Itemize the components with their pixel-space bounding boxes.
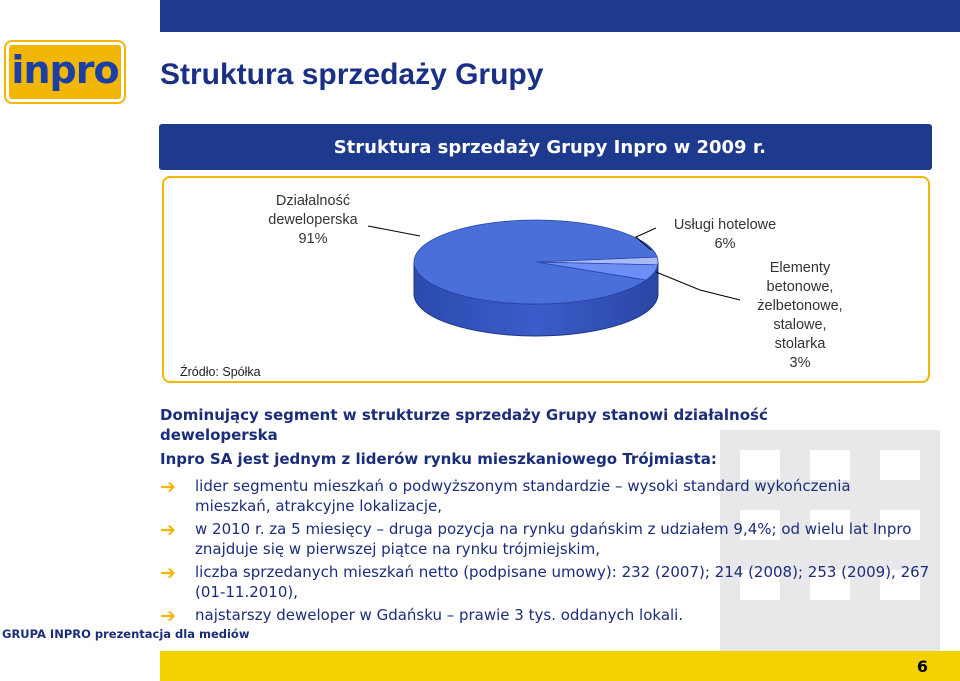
pie-label-hotel-line1: Usługi hotelowe bbox=[673, 217, 777, 233]
headline: Dominujący segment w strukturze sprzedaży Grupy stanowi działalność deweloperska bbox=[160, 406, 768, 444]
chart-title-banner bbox=[159, 124, 932, 170]
page-title: Struktura sprzedaży Grupy bbox=[160, 58, 544, 91]
bullet-list bbox=[160, 476, 930, 628]
footer-label: GRUPA INPRO prezentacja dla mediów bbox=[2, 627, 250, 641]
inpro-logo bbox=[6, 42, 124, 102]
pie-label-elements-line5: stolarka bbox=[774, 336, 826, 352]
arrow-right-icon: ➔ bbox=[160, 605, 176, 627]
page-number: 6 bbox=[916, 657, 928, 676]
pie-label-dev-line1: Działalność bbox=[275, 193, 351, 209]
bullet-item bbox=[160, 519, 930, 559]
bullet-item bbox=[160, 562, 930, 602]
pie-label-hotel-value: 6% bbox=[714, 236, 736, 252]
bottom-bar bbox=[160, 651, 960, 681]
pie-label-elements-line1: Elementy bbox=[769, 260, 831, 276]
pie-label-elements-value: 3% bbox=[789, 355, 811, 371]
pie-label-elements-line4: stalowe, bbox=[773, 317, 827, 333]
top-header-bar bbox=[160, 0, 960, 32]
subheading: Inpro SA jest jednym z liderów rynku mieszkaniowego Trójmiasta: bbox=[160, 450, 717, 468]
pie-label-dev-line2: deweloperska bbox=[268, 212, 358, 228]
pie-label-dev bbox=[258, 192, 368, 249]
bullet-text: w 2010 r. za 5 miesięcy – druga pozycja na rynku gdańskim z udziałem 9,4%; od wielu lat Inpro znajduje się w pierwszej piątce na rynku trójmiejskim, bbox=[195, 520, 912, 558]
bullet-item bbox=[160, 605, 930, 625]
arrow-right-icon: ➔ bbox=[160, 476, 176, 498]
pie-label-elements-line2: betonowe, bbox=[766, 279, 834, 295]
arrow-right-icon: ➔ bbox=[160, 562, 176, 584]
chart-title: Struktura sprzedaży Grupy Inpro w 2009 r. bbox=[333, 137, 766, 158]
pie-label-hotel bbox=[655, 216, 795, 254]
arrow-right-icon: ➔ bbox=[160, 519, 176, 541]
logo-text: inpro bbox=[11, 48, 119, 92]
bullet-text: liczba sprzedanych mieszkań netto (podpisane umowy): 232 (2007); 214 (2008); 253 (2009), 267 (01-11.2010), bbox=[195, 563, 930, 601]
bullet-text: lider segmentu mieszkań o podwyższonym standardzie – wysoki standard wykończenia mieszkań, atrakcyjne lokalizacje, bbox=[195, 477, 851, 515]
pie-label-elements bbox=[740, 259, 860, 373]
pie-label-dev-value: 91% bbox=[298, 231, 328, 247]
pie-label-elements-line3: żelbetonowe, bbox=[757, 298, 843, 314]
bullet-text: najstarszy deweloper w Gdańsku – prawie 3 tys. oddanych lokali. bbox=[195, 606, 684, 624]
chart-source: Źródło: Spółka bbox=[180, 365, 261, 379]
bullet-item bbox=[160, 476, 930, 516]
